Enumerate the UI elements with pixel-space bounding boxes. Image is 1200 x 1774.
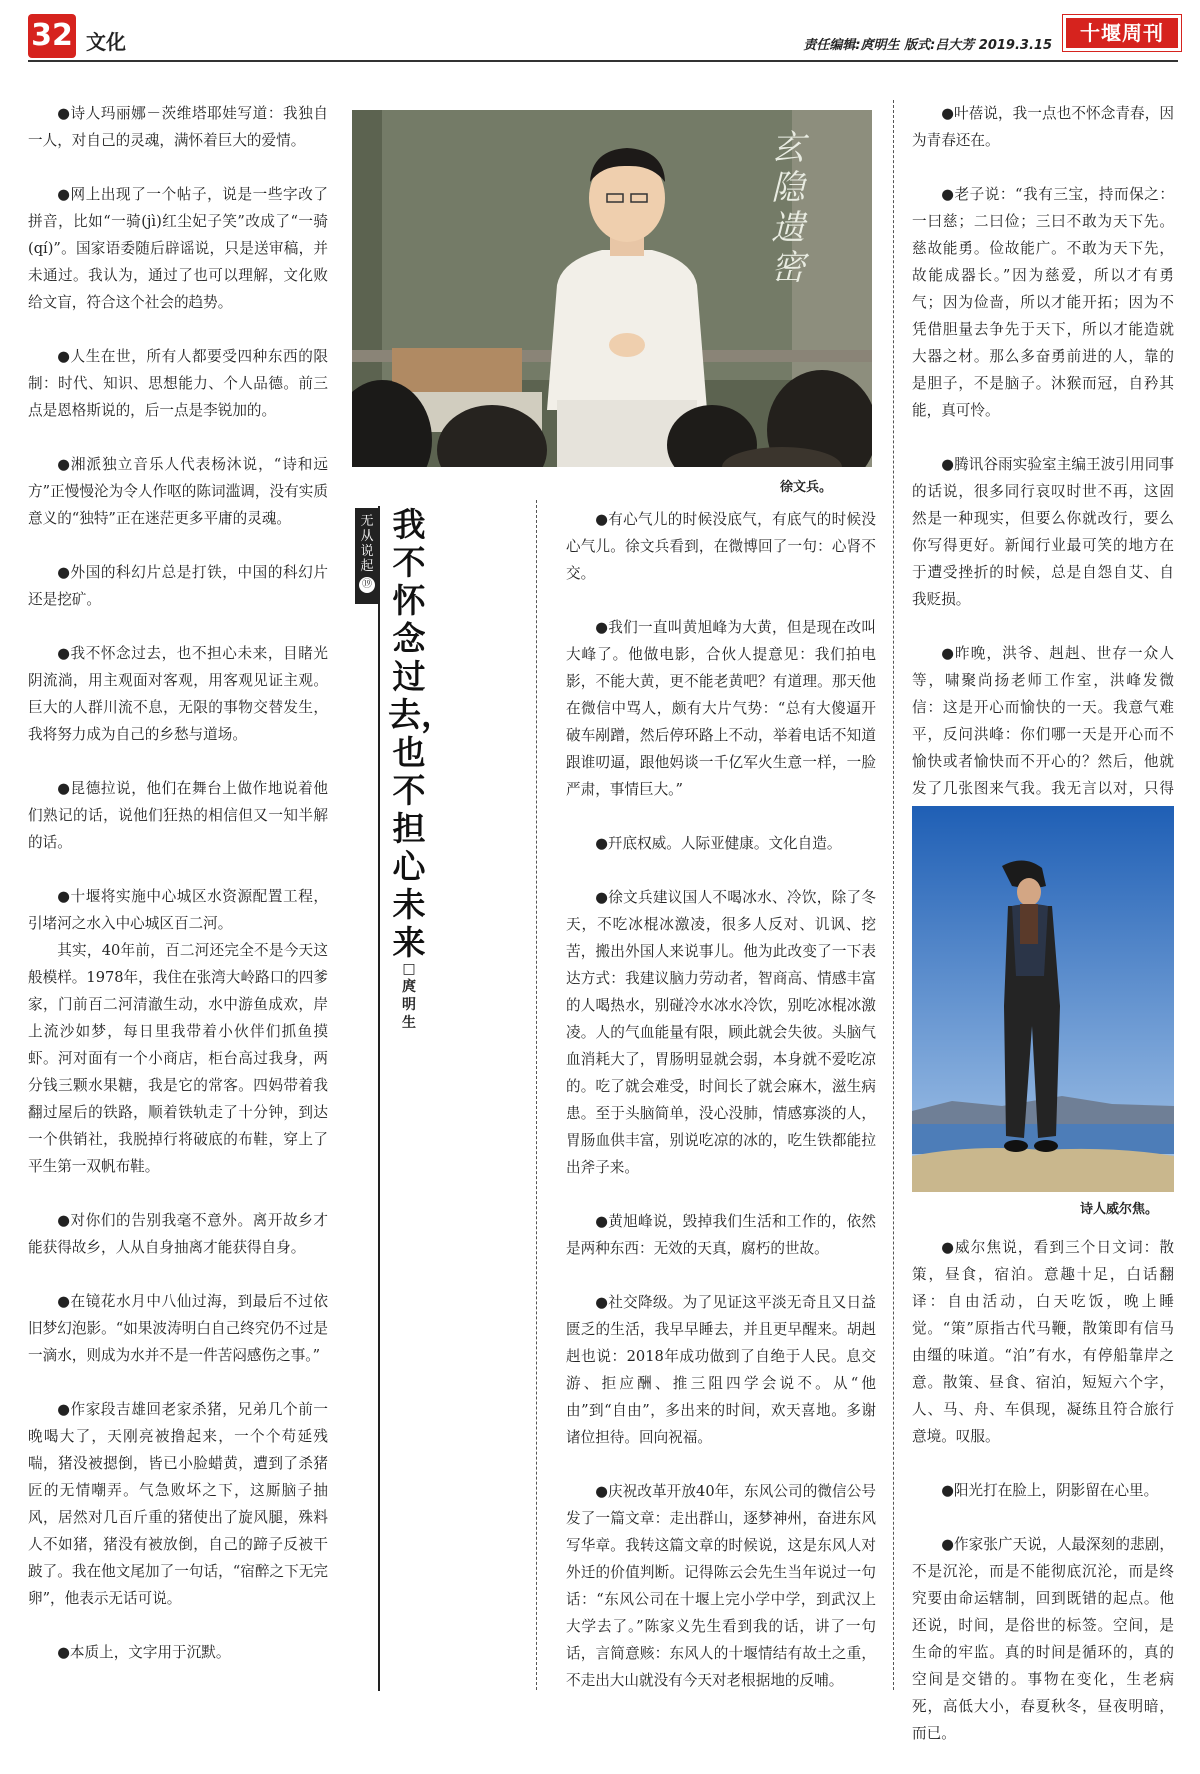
paragraph: 其实，40年前，百二河还完全不是今天这般模样。1978年，我住在张湾大岭路口的四爹家，门前百二河清澈生动，水中游鱼成欢，岸上流沙如梦，每日里我带着小伙伴们抓鱼摸虾。河对面有一个小商店，柜台高过我身，两分钱三颗水果糖，我是它的常客。四妈带着我翻过屋后的铁路，顺着铁轨走了十分钟，到达一个供销社，我脱掉行将破底的布鞋，穿上了平生第一双帆布鞋。 <box>28 942 328 1175</box>
blackboard-writing: 玄隐遗密 <box>771 128 805 288</box>
paragraph: ●我不怀念过去，也不担心未来，目睹光阴流淌，用主观面对客观，用客观见证主观。巨大的人群川流不息，无限的事物交替发生，我将努力成为自己的乡愁与道场。 <box>28 645 328 743</box>
title-divider <box>378 506 380 1691</box>
paragraph: ●网上出现了一个帖子，说是一些字改了拼音，比如“一骑(jì)红尘妃子笑”改成了“一骑(qí)”。国家语委随后辟谣说，只是送审稿，并未通过。我认为，通过了也可以理解，文化败给文盲，符合这个社会的趋势。 <box>28 186 328 311</box>
series-number: ⑲ <box>359 577 375 593</box>
paragraph: ●本质上，文字用于沉默。 <box>57 1644 231 1661</box>
paragraph: ●作家段吉雄回老家杀猪，兄弟几个前一晚喝大了，天刚亮被撸起来，一个个苟延残喘，猪没被摁倒，皆已小脸蜡黄，遭到了杀猪匠的无情嘲弄。气急败坏之下，这厮脑子抽风，居然对几百斤重的猪使出了旋风腿，殊料人不如猪，猪没有被放倒，自己的蹄子反被干跛了。我在他文尾加了一句话，“宿醉之下无完卵”，他表示无话可说。 <box>28 1401 328 1607</box>
paragraph: ●我们一直叫黄旭峰为大黄，但是现在改叫大峰了。他做电影，合伙人提意见：我们拍电影，不能大黄，更不能老黄吧？有道理。那天他在微信中骂人，颇有大片气势：“总有大傻逼开破车剐蹭，然后停环路上不动，举着电话不知道跟谁叨逼，跟他妈谈一千亿军火生意一样，一脸严肃，事情巨大。” <box>566 619 876 798</box>
paragraph: ●社交降级。为了见证这平淡无奇且又日益匮乏的生活，我早早睡去，并且更早醒来。胡赳赳也说：2018年成功做到了自绝于人民。息交游、拒应酬、推三阻四学会说不。从“他由”到“自由”，多出来的时间，欢天喜地。多谢诸位担待。回向祝福。 <box>566 1294 876 1446</box>
paragraph: ●老子说：“我有三宝，持而保之：一曰慈；二曰俭；三曰不敢为天下先。慈故能勇。俭故能广。不敢为天下先，故能成器长。”因为慈爱，所以才有勇气；因为俭啬，所以才能开拓；因为不凭借胆量去争先于天下，所以才能造就大器之材。那么多奋勇前进的人，靠的是胆子，不是脑子。沐猴而冠，自矜其能，真可怜。 <box>912 186 1174 419</box>
paragraph: ●对你们的告别我毫不意外。离开故乡才能获得故乡，人从自身抽离才能获得自身。 <box>28 1212 328 1256</box>
column-divider <box>536 500 537 1690</box>
header-rule <box>28 60 1178 62</box>
paragraph: ●庆祝改革开放40年，东风公司的微信公号发了一篇文章：走出群山，逐梦神州，奋进东风写华章。我转这篇文章的时候说，这是东风人对外迁的价值判断。记得陈云会先生当年说过一句话：“东风公司在十堰上完小学中学，到武汉上大学去了。”陈家义先生看到我的话，讲了一句话，言简意赅：东风人的十堰情结有故土之重，不走出大山就没有今天对老根据地的反哺。 <box>566 1483 876 1689</box>
photo-caption-poet: 诗人威尔焦。 <box>1080 1202 1159 1217</box>
paragraph: ●阳光打在脸上，阴影留在心里。 <box>941 1482 1159 1499</box>
paragraph: ●在镜花水月中八仙过海，到最后不过依旧梦幻泡影。“如果波涛明白自己终究仍不过是一滴水，则成为水并不是一件苦闷感伤之事。” <box>28 1293 328 1364</box>
photo-teacher <box>352 110 872 467</box>
paragraph: ●外国的科幻片总是打铁，中国的科幻片还是挖矿。 <box>28 564 328 608</box>
paragraph: ●湘派独立音乐人代表杨沐说，“诗和远方”正慢慢沦为令人作呕的陈词滥调，没有实质意义的“独特”正在迷茫更多平庸的灵魂。 <box>28 456 328 527</box>
paragraph: ●十堰将实施中心城区水资源配置工程，引堵河之水入中心城区百二河。 <box>28 888 328 932</box>
photo-poet <box>912 806 1174 1192</box>
paragraph: ●昆德拉说，他们在舞台上做作地说着他们熟记的话，说他们狂热的相信但又一知半解的话。 <box>28 780 328 851</box>
paragraph: ●叶蓓说，我一点也不怀念青春，因为青春还在。 <box>912 105 1174 149</box>
newspaper-brand: 十堰周刊 <box>1066 18 1178 48</box>
photo-caption-teacher: 徐文兵。 <box>780 480 833 495</box>
article-author: □庹明生 <box>402 961 416 1031</box>
column-divider <box>893 100 894 1690</box>
paragraph: ●腾讯谷雨实验室主编王波引用同事的话说，很多同行哀叹时世不再，这固然是一种现实，但要么你就改行，要么你写得更好。新闻行业最可笑的地方在于遭受挫折的时候，总是自怨自艾、自我贬损。 <box>912 456 1174 608</box>
page-number: 32 <box>28 14 76 58</box>
paragraph: ●黄旭峰说，毁掉我们生活和工作的，依然是两种东西：无效的天真，腐朽的世故。 <box>566 1213 876 1257</box>
editor-credits: 责任编辑:庹明生 版式:吕大芳 2019.3.15 <box>803 38 1052 53</box>
series-name: 无从说起 <box>360 514 374 574</box>
column-4-lower <box>912 1234 1174 1774</box>
photo-poet-graphic <box>912 806 1174 1192</box>
paragraph: ●威尔焦说，看到三个日文词：散策，昼食，宿泊。意趣十足，白话翻译：自由活动，白天吃饭，晚上睡觉。“策”原指古代马鞭，散策即有信马由缰的味道。“泊”有水，有停船靠岸之意。散策、昼食、宿泊，短短六个字，人、马、舟、车俱现，凝练且符合旅行意境。叹服。 <box>912 1239 1174 1445</box>
column-4 <box>912 100 1174 883</box>
paragraph: ●人生在世，所有人都要受四种东西的限制：时代、知识、思想能力、个人品德。前三点是恩格斯说的，后一点是李锐加的。 <box>28 348 328 419</box>
paragraph: ●诗人玛丽娜－茨维塔耶娃写道：我独自一人，对自己的灵魂，满怀着巨大的爱情。 <box>28 105 328 149</box>
paragraph: ●徐文兵建议国人不喝冰水、冷饮，除了冬天，不吃冰棍冰激凌，很多人反对、讥讽、挖苦，搬出外国人来说事儿。他为此改变了一下表达方式：我建议脑力劳动者，智商高、情感丰富的人喝热水，别碰冷水冰水冷饮，别吃冰棍冰激凌。人的气血能量有限，顾此就会失彼。头脑气血消耗大了，胃肠明显就会弱，本身就不爱吃凉的。吃了就会难受，时间长了就会麻木，滋生病患。至于头脑简单，没心没肺，情感寡淡的人，胃肠血供丰富，别说吃凉的冰的，吃生铁都能拉出斧子来。 <box>566 889 876 1176</box>
series-label <box>355 508 379 604</box>
paragraph: ●有心气儿的时候没底气，有底气的时候没心气儿。徐文兵看到，在微博回了一句：心肾不交。 <box>566 511 876 582</box>
column-3 <box>566 506 876 1721</box>
paragraph: ●幵底权威。人际亚健康。文化自造。 <box>595 835 842 852</box>
paragraph: ●昨晚，洪爷、赳赳、世存一众人等，啸聚尚扬老师工作室，洪峰发微信：这是开心而愉快的一天。我意气难平，反问洪峰：你们哪一天是开心而不愉快或者愉快而不开心的？然后，他就发了几张图来气我。我无言以对，只得 <box>912 645 1174 797</box>
article-title: 我不怀念过去，也不担心未来 <box>388 505 454 962</box>
column-1 <box>28 100 328 1693</box>
section-title: 文化 <box>86 30 126 54</box>
paragraph: ●作家张广天说，人最深刻的悲剧，不是沉沦，而是不能彻底沉沦，而是终究要由命运辖制，回到既错的起点。他还说，时间，是俗世的标签。空间，是生命的牢监。真的时间是循环的，真的空间是交错的。事物在变化，生老病死，高低大小，春夏秋冬，昼夜明暗，而已。 <box>912 1536 1174 1742</box>
